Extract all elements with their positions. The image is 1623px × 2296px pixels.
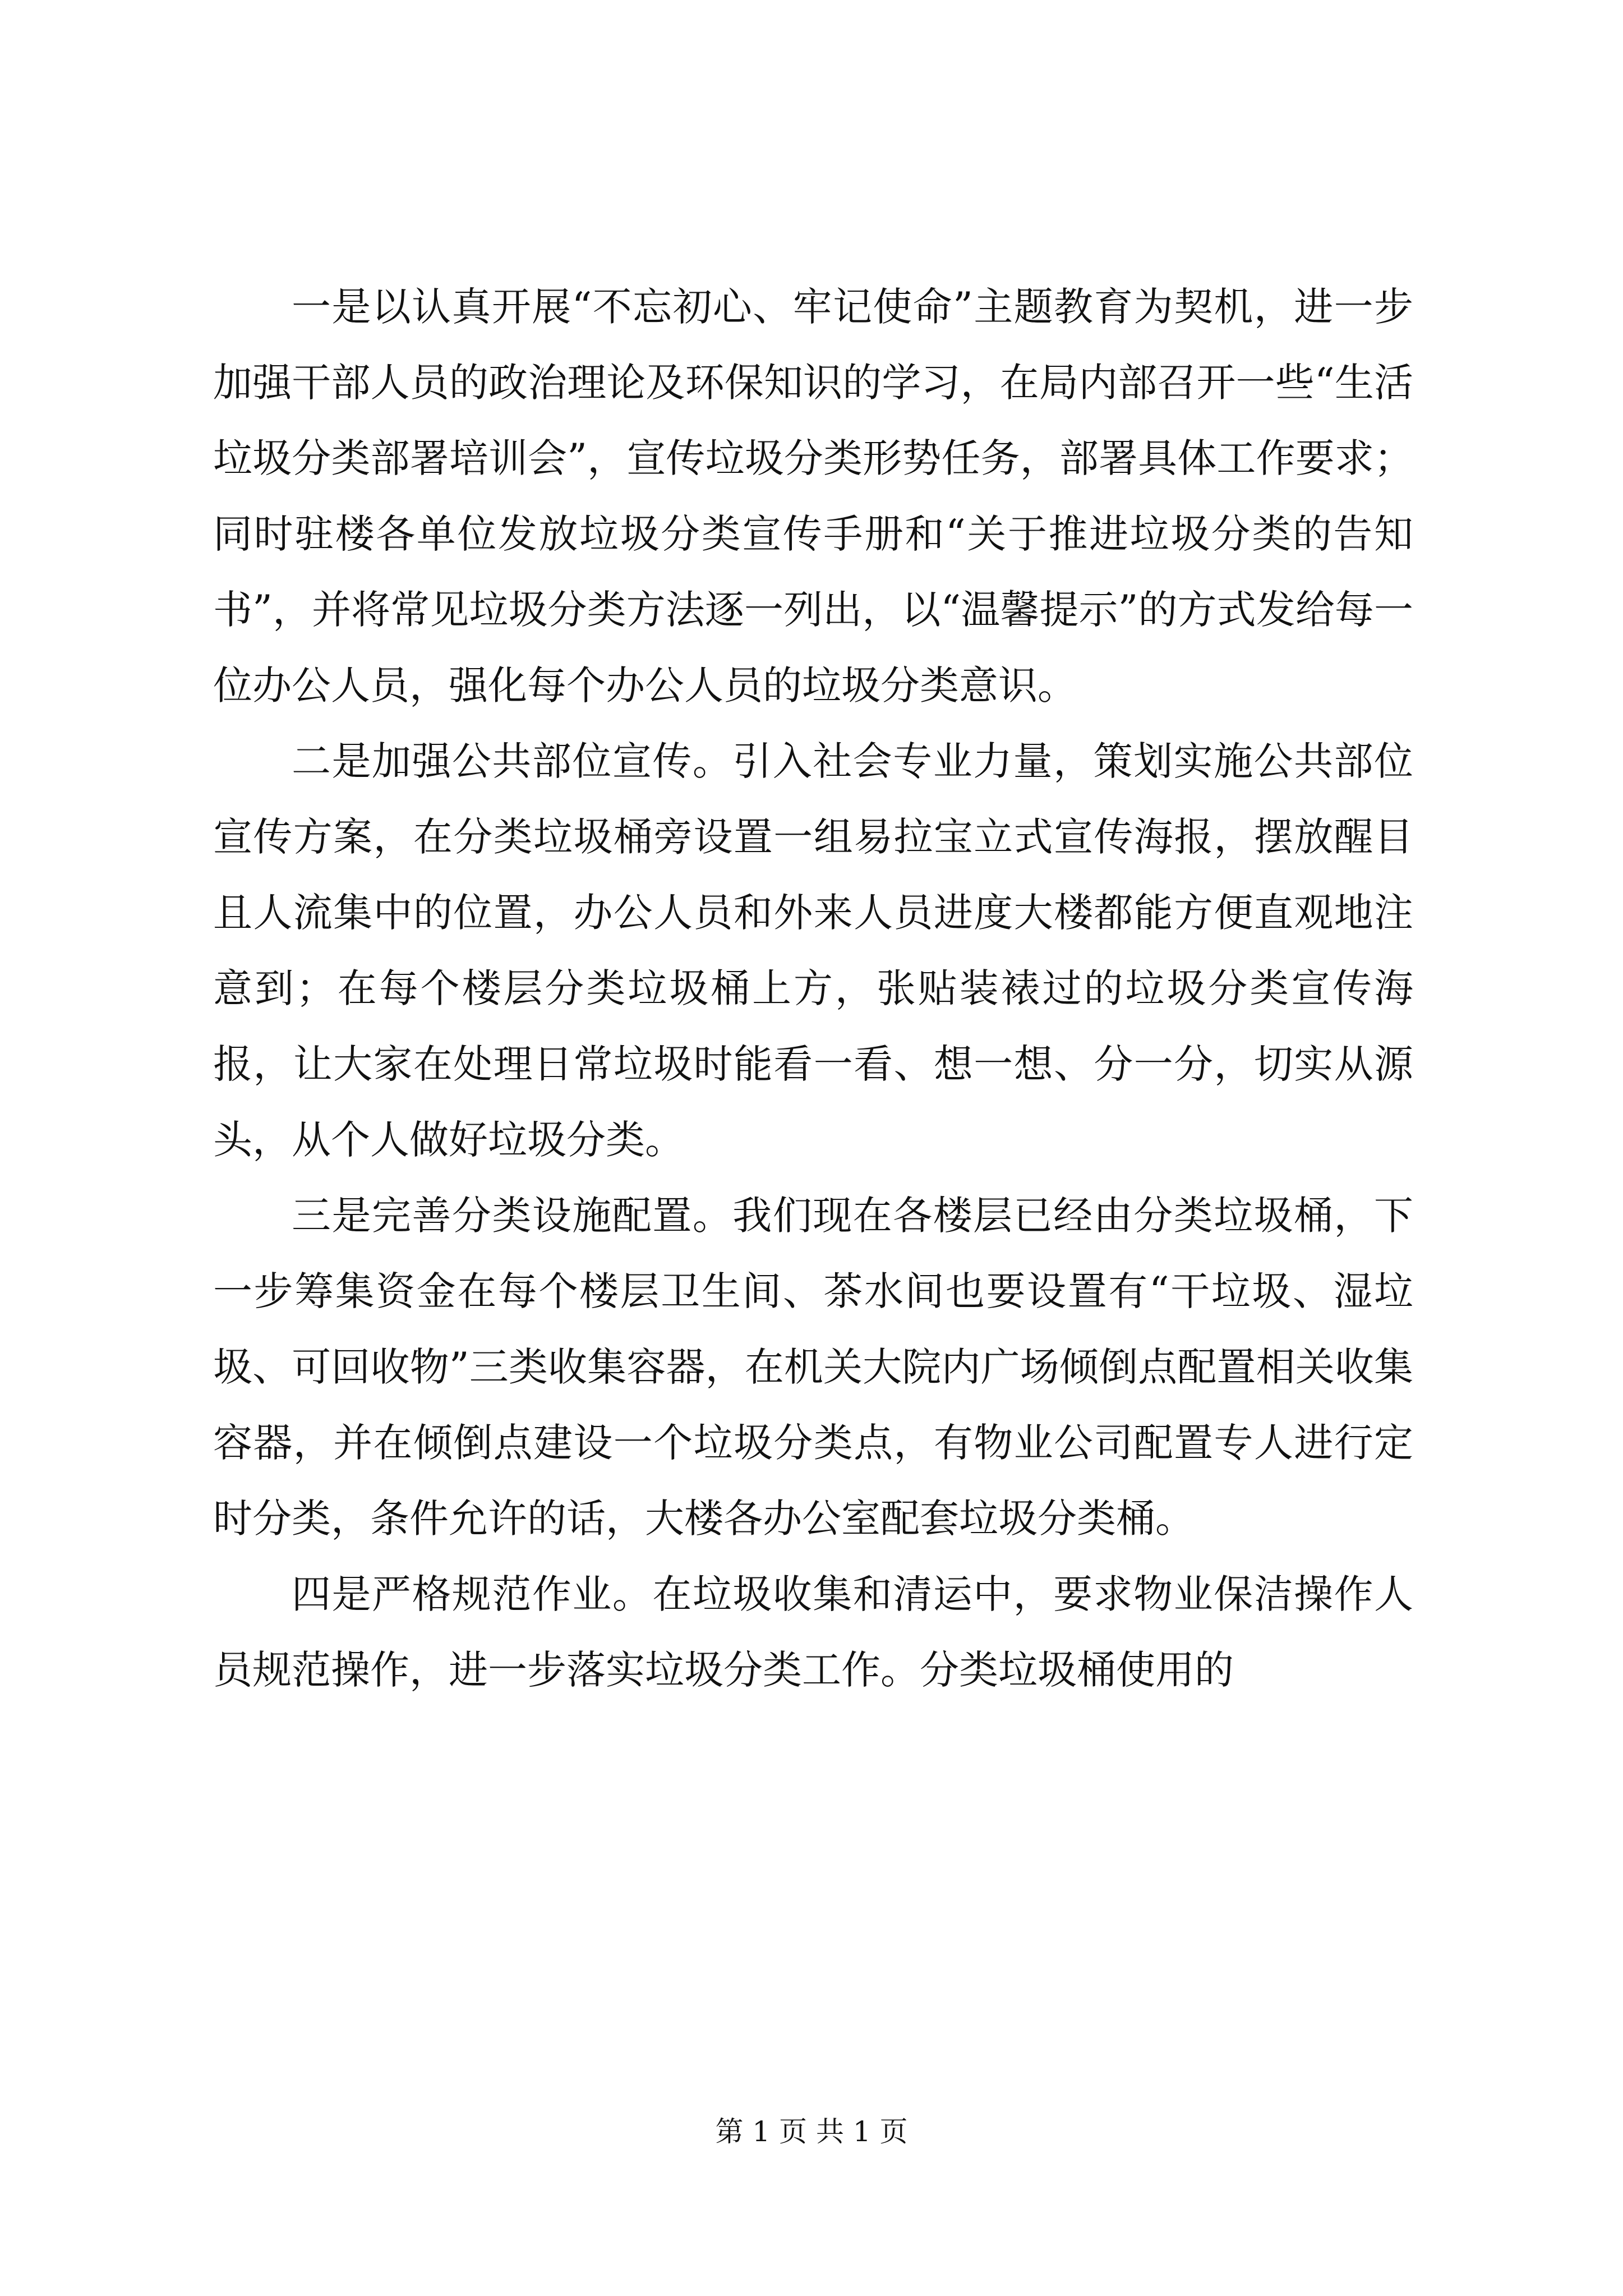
page-footer (0, 2109, 1623, 2150)
paragraph-3: 三是完善分类设施配置。我们现在各楼层已经由分类垃圾桶，下一步筹集资金在每个楼层卫生间、茶水间也要设置有“干垃圾、湿垃圾、可回收物”三类收集容器，在机关大院内广场倾倒点配置相关收集容器，并在倾倒点建设一个垃圾分类点，有物业公司配置专人进行定时分类，条件允许的话，大楼各办公室配套垃圾分类桶。 (213, 1193, 1413, 1542)
page-number-text: 第 1 页 共 1 页 (715, 2115, 908, 2148)
document-body (213, 269, 1413, 1708)
paragraph-1: 一是以认真开展“不忘初心、牢记使命”主题教育为契机，进一步加强干部人员的政治理论及环保知识的学习，在局内部召开一些“生活垃圾分类部署培训会”，宣传垃圾分类形势任务，部署具体工作要求；同时驻楼各单位发放垃圾分类宣传手册和“关于推进垃圾分类的告知书”，并将常见垃圾分类方法逐一列出，以“温馨提示”的方式发给每一位办公人员，强化每个办公人员的垃圾分类意识。 (213, 284, 1413, 708)
paragraph-2: 二是加强公共部位宣传。引入社会专业力量，策划实施公共部位宣传方案，在分类垃圾桶旁设置一组易拉宝立式宣传海报，摆放醒目且人流集中的位置，办公人员和外来人员进度大楼都能方便直观地注意到；在每个楼层分类垃圾桶上方，张贴装裱过的垃圾分类宣传海报，让大家在处理日常垃圾时能看一看、想一想、分一分，切实从源头，从个人做好垃圾分类。 (213, 738, 1413, 1163)
paragraph-4: 四是严格规范作业。在垃圾收集和清运中，要求物业保洁操作人员规范操作，进一步落实垃圾分类工作。分类垃圾桶使用的 (213, 1571, 1413, 1693)
